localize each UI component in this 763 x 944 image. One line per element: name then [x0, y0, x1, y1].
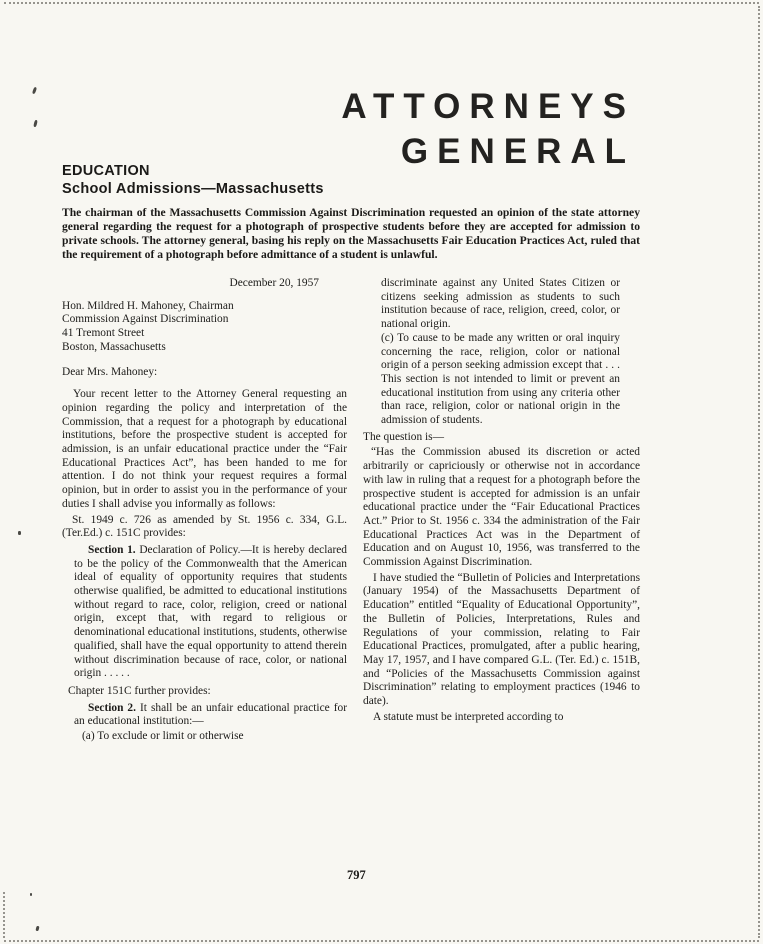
section-2-label: Section 2.	[88, 701, 136, 714]
masthead-line-1: ATTORNEYS	[341, 87, 635, 126]
publication-masthead	[341, 84, 635, 174]
scan-artifact	[33, 120, 38, 128]
subsection-a: (a) To exclude or limit or otherwise	[82, 730, 244, 743]
salutation: Dear Mrs. Mahoney:	[62, 365, 158, 378]
section-1-label: Section 1.	[88, 543, 136, 556]
subsection-heading: School Admissions—Massachusetts	[62, 181, 324, 197]
statute-citation: St. 1949 c. 726 as amended by St. 1956 c. 334, G.L. (Ter.Ed.) c. 151C provides:	[62, 513, 347, 540]
page-number: 797	[347, 868, 366, 882]
left-column	[62, 277, 347, 744]
scan-artifact	[35, 926, 39, 932]
address-line: Commission Against Discrimination	[62, 313, 229, 326]
question-intro: The question is—	[363, 430, 444, 443]
opinion-abstract: The chairman of the Massachusetts Commission Against Discrimination requested an opinion of the state attorney general regarding the request for a photograph of prospective students before they are accepted for admission to private schools. The attorney general, basing his reply on the Massachusetts Fair Education Practices Act, ruled that the requirement of a photograph before admittance of a student is unlawful.	[62, 206, 640, 261]
quoted-continuation: discriminate against any United States Citizen or citizens seeking admission as students to such institution because of race, religion, creed, color, or national origin.	[381, 277, 620, 331]
quoted-section-2	[74, 702, 347, 729]
letter-date: December 20, 1957	[229, 277, 319, 289]
quoted-section-1	[74, 544, 347, 681]
page-edge-left	[3, 892, 5, 938]
page-edge-bottom	[4, 940, 759, 942]
section-1-text: Declaration of Policy.—It is hereby declared to be the policy of the Commonwealth that the American ideal of equality of opportunity requires that students otherwise qualified, be admitted to educational institutions without regard to race, color, religion, creed or national origin, except that, with regard to religious or denominational educational institutions, students, otherwise qualified, shall have the equal opportunity to attend therein without discrimination because of race, color, or national origin . . . . .	[74, 543, 347, 680]
address-line: Boston, Massachusetts	[62, 340, 166, 353]
paragraph: Your recent letter to the Attorney General requesting an opinion regarding the policy and interpretation of the Commission, that a request for a photograph by educational institutions, before the prospective student is accepted for admission, is an unfair educational practice under the “Fair Educational Practices Act”, has been handed to me for attention. I do not think your request requires a formal opinion, but in order to assist you in the performance of your duties I shall advise you informally as follows:	[62, 388, 347, 510]
masthead-line-2: GENERAL	[400, 132, 635, 171]
paragraph: I have studied the “Bulletin of Policies and Interpretations (January 1954) of the Massachusetts Department of Education” entitled “Equality of Educational Opportunity”, the Bulletin of Policies, Interpretations, Rules and Regulations of your commission, relating to Fair Educational Practices, promulgated, after a public hearing, May 17, 1957, and I have compared G.L. (Ter. Ed.) c. 151B, and “Policies of the Massachusetts Commission against Discrimination” relating to employment practices (1946 to date).	[363, 571, 640, 708]
two-column-text	[62, 277, 640, 744]
question-paragraph: “Has the Commission abused its discretion or acted arbitrarily or capriciously or otherwise not in accordance with law in ruling that a request for a photograph before the prospective student is accepted for admission is an unfair educational practice under the “Fair Educational Practices Act.” Prior to St. 1956 c. 334 the administration of the Fair Educational Practices Act was in the Department of Education and on August 10, 1956, was transferred to the Commission Against Discrimination.	[363, 446, 640, 569]
subsection-c: (c) To cause to be made any written or oral inquiry concerning the race, religion, color or national origin of a person seeking admission except that . . . This section is not intended to limit or prevent an educational institution from using any criteria other than race, religion, color or national origin in the admission of students.	[381, 331, 620, 427]
recipient-address	[62, 300, 347, 355]
paragraph: Chapter 151C further provides:	[68, 684, 211, 697]
page-edge-top	[4, 2, 759, 4]
address-line: Hon. Mildred H. Mahoney, Chairman	[62, 299, 234, 312]
page-edge-right	[758, 6, 760, 938]
scan-artifact	[30, 893, 32, 896]
section-heading: EDUCATION	[62, 163, 150, 179]
article-body	[62, 163, 640, 744]
section-2-text: It shall be an unfair educational practice for an educational institution:—	[74, 701, 347, 728]
paragraph: A statute must be interpreted according to	[373, 710, 564, 723]
address-line: 41 Tremont Street	[62, 327, 145, 340]
scan-artifact	[32, 87, 37, 95]
scan-artifact	[18, 531, 21, 535]
right-column	[363, 277, 640, 744]
